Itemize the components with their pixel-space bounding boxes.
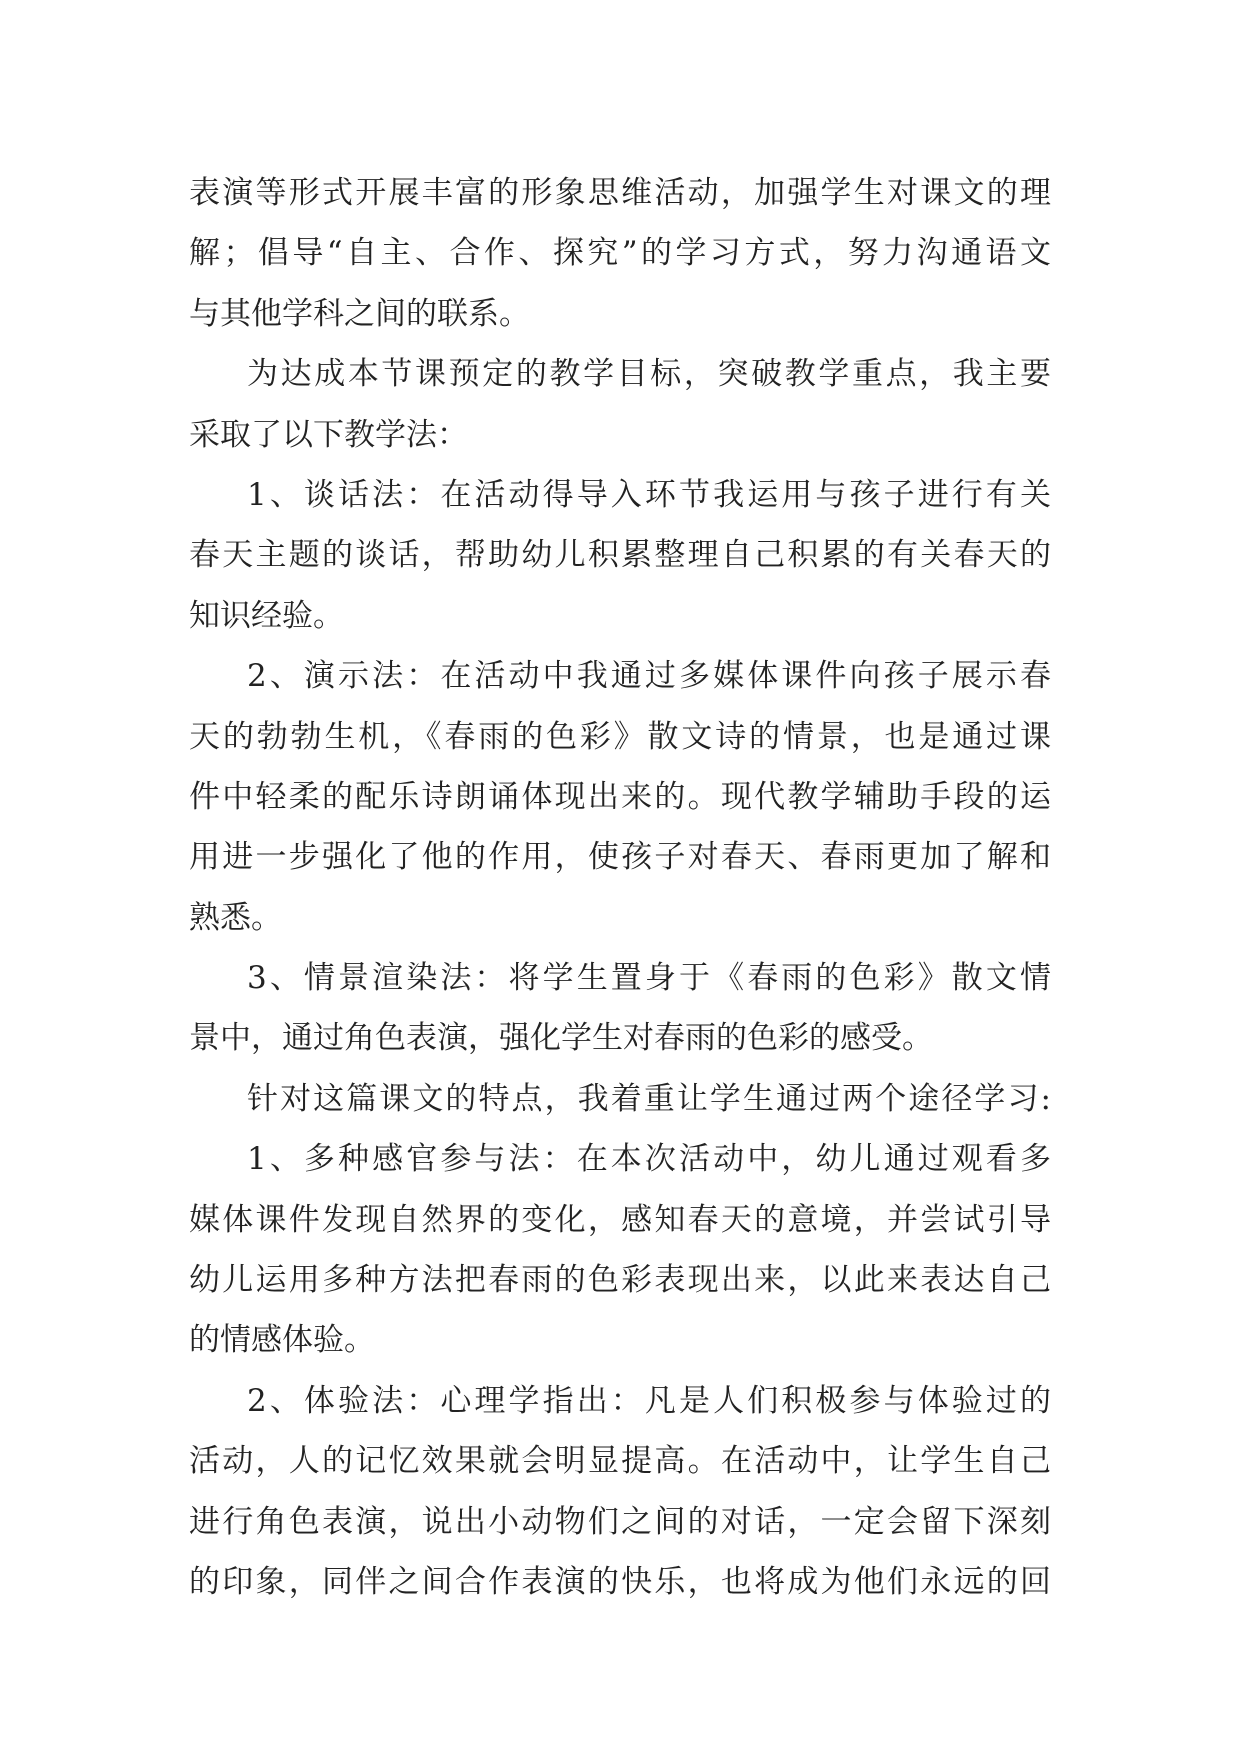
text-line: 解；倡导“自主、合作、探究”的学习方式，努力沟通语文 bbox=[189, 235, 1051, 272]
text-line: 2、演示法：在活动中我通过多媒体课件向孩子展示春 bbox=[247, 658, 1051, 695]
text-line: 1、多种感官参与法：在本次活动中，幼儿通过观看多 bbox=[247, 1141, 1051, 1178]
text-line: 件中轻柔的配乐诗朗诵体现出来的。现代教学辅助手段的运 bbox=[189, 778, 1051, 815]
text-line: 与其他学科之间的联系。 bbox=[189, 295, 530, 332]
text-line: 为达成本节课预定的教学目标，突破教学重点，我主要 bbox=[247, 356, 1051, 393]
text-line: 2、体验法：心理学指出：凡是人们积极参与体验过的 bbox=[247, 1382, 1051, 1419]
text-line: 活动，人的记忆效果就会明显提高。在活动中，让学生自己 bbox=[189, 1443, 1051, 1480]
document-body bbox=[189, 163, 1051, 1612]
text-line: 1、谈话法：在活动得导入环节我运用与孩子进行有关 bbox=[247, 476, 1051, 513]
text-line: 媒体课件发现自然界的变化，感知春天的意境，并尝试引导 bbox=[189, 1201, 1051, 1238]
text-line: 春天主题的谈话，帮助幼儿积累整理自己积累的有关春天的 bbox=[189, 537, 1051, 574]
text-line: 采取了以下教学法： bbox=[189, 416, 468, 453]
text-line: 用进一步强化了他的作用，使孩子对春天、春雨更加了解和 bbox=[189, 839, 1051, 876]
text-line: 知识经验。 bbox=[189, 597, 344, 634]
text-line: 3、情景渲染法：将学生置身于《春雨的色彩》散文情 bbox=[247, 960, 1051, 997]
text-line: 景中，通过角色表演，强化学生对春雨的色彩的感受。 bbox=[189, 1020, 933, 1057]
text-line: 幼儿运用多种方法把春雨的色彩表现出来，以此来表达自己 bbox=[189, 1262, 1051, 1299]
text-line: 熟悉。 bbox=[189, 899, 282, 936]
text-line: 的情感体验。 bbox=[189, 1322, 375, 1359]
text-line: 天的勃勃生机，《春雨的色彩》散文诗的情景，也是通过课 bbox=[189, 718, 1051, 755]
text-line: 的印象，同伴之间合作表演的快乐，也将成为他们永远的回 bbox=[189, 1563, 1051, 1600]
text-line: 针对这篇课文的特点，我着重让学生通过两个途径学习: bbox=[247, 1080, 1051, 1117]
text-line: 进行角色表演，说出小动物们之间的对话，一定会留下深刻 bbox=[189, 1503, 1051, 1540]
text-line: 表演等形式开展丰富的形象思维活动，加强学生对课文的理 bbox=[189, 175, 1051, 211]
